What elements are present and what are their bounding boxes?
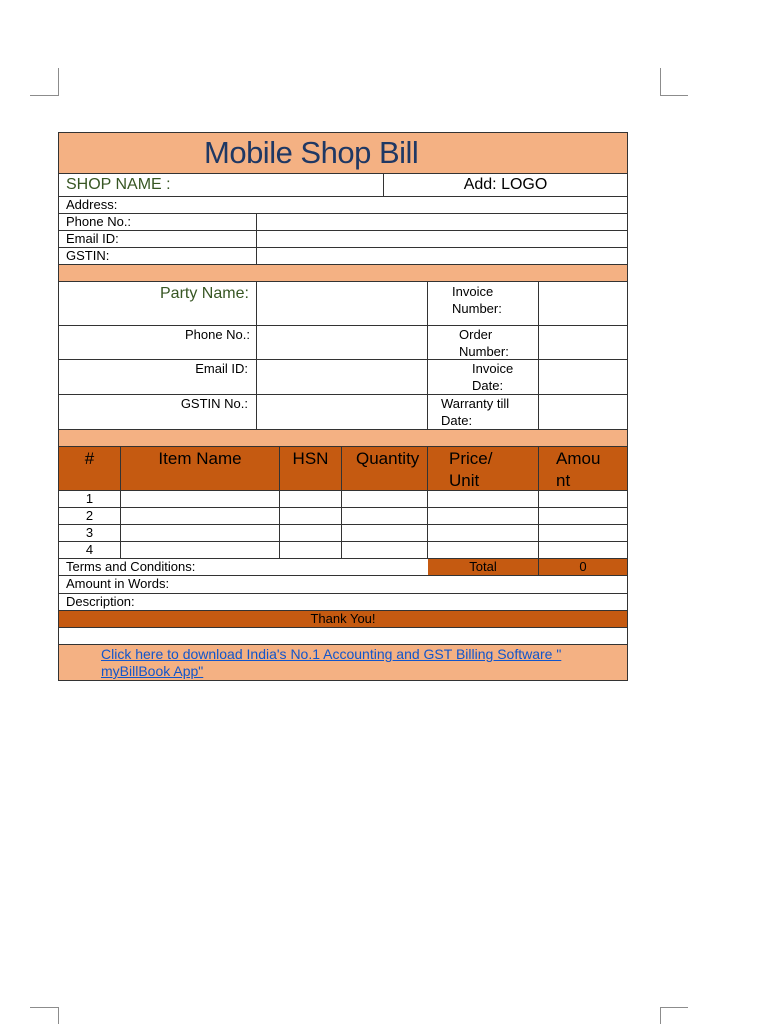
shop-name-label[interactable]: SHOP NAME : bbox=[59, 174, 384, 196]
warranty-label: Warranty till Date: bbox=[428, 395, 539, 429]
party-gstin-label: GSTIN No.: bbox=[59, 395, 257, 429]
item-index: 3 bbox=[59, 525, 121, 541]
item-name-cell[interactable] bbox=[121, 508, 280, 524]
warranty-field[interactable] bbox=[539, 395, 627, 429]
item-price-cell[interactable] bbox=[428, 542, 539, 558]
crop-mark bbox=[660, 1007, 661, 1024]
items-header-quantity: Quantity bbox=[342, 447, 428, 490]
invoice-number-field[interactable] bbox=[539, 282, 627, 325]
separator-band bbox=[59, 265, 627, 282]
shop-phone-row bbox=[59, 214, 627, 231]
item-row bbox=[59, 491, 627, 508]
item-amount-cell[interactable] bbox=[539, 542, 627, 558]
invoice-date-label: Invoice Date: bbox=[428, 360, 539, 394]
party-phone-label: Phone No.: bbox=[59, 326, 257, 359]
thank-you-text: Thank You! bbox=[310, 611, 376, 626]
shop-phone-field[interactable] bbox=[257, 214, 627, 230]
item-index: 1 bbox=[59, 491, 121, 507]
item-hsn-cell[interactable] bbox=[280, 491, 342, 507]
item-row bbox=[59, 542, 627, 559]
crop-mark bbox=[660, 95, 688, 96]
items-header-hsn: HSN bbox=[280, 447, 342, 490]
party-email-row bbox=[59, 360, 627, 395]
shop-phone-label: Phone No.: bbox=[59, 214, 257, 230]
page-title: Mobile Shop Bill bbox=[204, 135, 419, 170]
items-header-index: # bbox=[59, 447, 121, 490]
order-number-field[interactable] bbox=[539, 326, 627, 359]
item-name-cell[interactable] bbox=[121, 491, 280, 507]
item-amount-cell[interactable] bbox=[539, 525, 627, 541]
order-number-label: Order Number: bbox=[428, 326, 539, 359]
address-label: Address: bbox=[66, 197, 118, 212]
item-hsn-cell[interactable] bbox=[280, 542, 342, 558]
item-price-cell[interactable] bbox=[428, 491, 539, 507]
item-hsn-cell[interactable] bbox=[280, 508, 342, 524]
party-email-label: Email ID: bbox=[59, 360, 257, 394]
crop-mark bbox=[58, 68, 59, 96]
download-row bbox=[59, 645, 627, 680]
crop-mark bbox=[660, 1007, 688, 1008]
item-row bbox=[59, 525, 627, 542]
bill-sheet bbox=[58, 132, 628, 681]
party-name-label: Party Name: bbox=[59, 282, 257, 325]
items-header-amount: Amount bbox=[556, 449, 601, 490]
party-phone-row bbox=[59, 326, 627, 360]
blank-row bbox=[59, 628, 627, 645]
items-header-name: Item Name bbox=[121, 447, 280, 490]
separator-band bbox=[59, 430, 627, 447]
item-name-cell[interactable] bbox=[121, 525, 280, 541]
title-row bbox=[59, 133, 627, 174]
item-name-cell[interactable] bbox=[121, 542, 280, 558]
download-app-link[interactable]: Click here to download India's No.1 Accounting and GST Billing Software " myBillBook App" bbox=[101, 646, 562, 679]
item-row bbox=[59, 508, 627, 525]
crop-mark bbox=[58, 1007, 59, 1024]
shop-gstin-row bbox=[59, 248, 627, 265]
shop-row bbox=[59, 174, 627, 197]
invoice-number-label: Invoice Number: bbox=[428, 282, 539, 325]
crop-mark bbox=[30, 1007, 59, 1008]
total-value: 0 bbox=[539, 559, 627, 575]
items-header-price: Price/ Unit bbox=[428, 447, 539, 490]
shop-gstin-field[interactable] bbox=[257, 248, 627, 264]
address-row bbox=[59, 197, 627, 214]
party-gstin-row bbox=[59, 395, 627, 430]
crop-mark bbox=[30, 95, 59, 96]
thanks-row bbox=[59, 611, 627, 628]
shop-email-field[interactable] bbox=[257, 231, 627, 247]
party-gstin-field[interactable] bbox=[257, 395, 428, 429]
description-label: Description: bbox=[66, 594, 135, 609]
item-amount-cell[interactable] bbox=[539, 508, 627, 524]
party-name-row bbox=[59, 282, 627, 326]
party-name-field[interactable] bbox=[257, 282, 428, 325]
item-quantity-cell[interactable] bbox=[342, 525, 428, 541]
item-quantity-cell[interactable] bbox=[342, 491, 428, 507]
item-hsn-cell[interactable] bbox=[280, 525, 342, 541]
items-header-row bbox=[59, 447, 627, 491]
party-email-field[interactable] bbox=[257, 360, 428, 394]
amount-words-label: Amount in Words: bbox=[66, 576, 170, 591]
item-price-cell[interactable] bbox=[428, 525, 539, 541]
total-label: Total bbox=[428, 559, 539, 575]
terms-label: Terms and Conditions: bbox=[66, 559, 196, 574]
item-price-cell[interactable] bbox=[428, 508, 539, 524]
shop-email-label: Email ID: bbox=[59, 231, 257, 247]
description-row bbox=[59, 594, 627, 611]
item-quantity-cell[interactable] bbox=[342, 542, 428, 558]
amount-words-row bbox=[59, 576, 627, 594]
shop-gstin-label: GSTIN: bbox=[59, 248, 257, 264]
item-index: 2 bbox=[59, 508, 121, 524]
crop-mark bbox=[660, 68, 661, 96]
terms-total-row bbox=[59, 559, 627, 576]
item-quantity-cell[interactable] bbox=[342, 508, 428, 524]
logo-placeholder[interactable]: Add: LOGO bbox=[463, 176, 548, 193]
invoice-date-field[interactable] bbox=[539, 360, 627, 394]
item-index: 4 bbox=[59, 542, 121, 558]
item-amount-cell[interactable] bbox=[539, 491, 627, 507]
party-phone-field[interactable] bbox=[257, 326, 428, 359]
shop-email-row bbox=[59, 231, 627, 248]
